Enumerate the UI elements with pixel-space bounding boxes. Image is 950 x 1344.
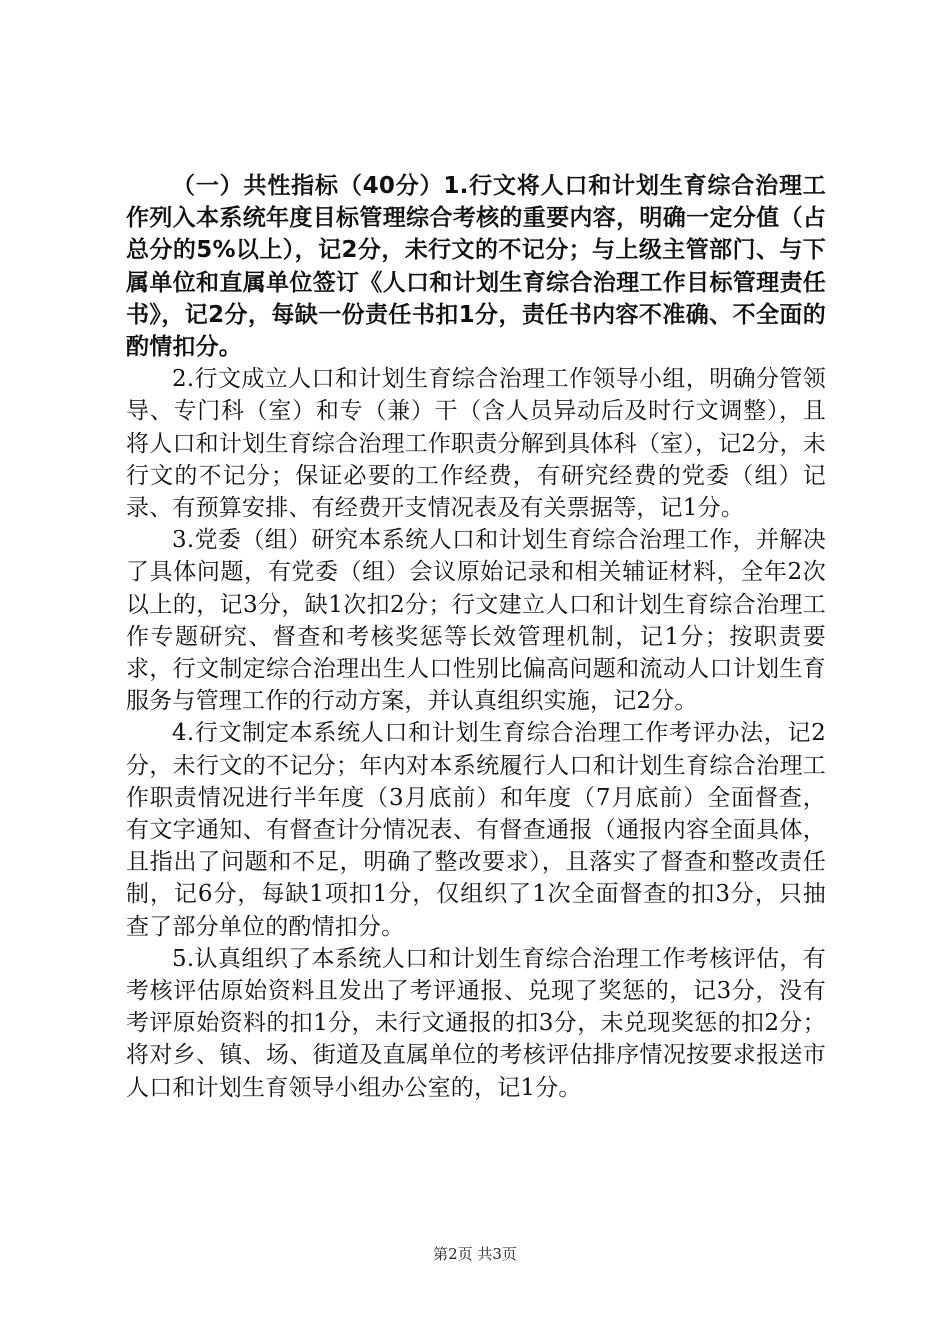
paragraph-2: 2.行文成立人口和计划生育综合治理工作领导小组，明确分管领导、专门科（室）和专（兼）干（含人员异动后及时行文调整），且将人口和计划生育综合治理工作职责分解到具体科（室），记2分，未行文的不记分；保证必要的工作经费，有研究经费的党委（组）记录、有预算安排、有经费开支情况表及有关票据等，记1分。	[126, 366, 826, 522]
document-body	[126, 170, 826, 1104]
page-number-footer: 第2页 共3页	[433, 1245, 517, 1263]
paragraph-1: （一）共性指标（40分）1.行文将人口和计划生育综合治理工作列入本系统年度目标管理综合考核的重要内容，明确一定分值（占总分的5%以上），记2分，未行文的不记分；与上级主管部门、与下属单位和直属单位签订《人口和计划生育综合治理工作目标管理责任书》，记2分，每缺一份责任书扣1分，责任书内容不准确、不全面的酌情扣分。	[126, 173, 826, 361]
paragraph-4: 4.行文制定本系统人口和计划生育综合治理工作考评办法，记2分，未行文的不记分；年内对本系统履行人口和计划生育综合治理工作职责情况进行半年度（3月底前）和年度（7月底前）全面督查，有文字通知、有督查计分情况表、有督查通报（通报内容全面具体，且指出了问题和不足，明确了整改要求），且落实了督查和整改责任制，记6分，每缺1项扣1分，仅组织了1次全面督查的扣3分，只抽查了部分单位的酌情扣分。	[126, 720, 826, 940]
paragraph-5: 5.认真组织了本系统人口和计划生育综合治理工作考核评估，有考核评估原始资料且发出了考评通报、兑现了奖惩的，记3分，没有考评原始资料的扣1分，未行文通报的扣3分，未兑现奖惩的扣2分；将对乡、镇、场、街道及直属单位的考核评估排序情况按要求报送市人口和计划生育领导小组办公室的，记1分。	[126, 945, 826, 1101]
paragraph-3: 3.党委（组）研究本系统人口和计划生育综合治理工作，并解决了具体问题，有党委（组）会议原始记录和相关辅证材料，全年2次以上的，记3分，缺1次扣2分；行文建立人口和计划生育综合治理工作专题研究、督查和考核奖惩等长效管理机制，记1分；按职责要求，行文制定综合治理出生人口性别比偏高问题和流动人口计划生育服务与管理工作的行动方案，并认真组织实施，记2分。	[126, 527, 826, 715]
